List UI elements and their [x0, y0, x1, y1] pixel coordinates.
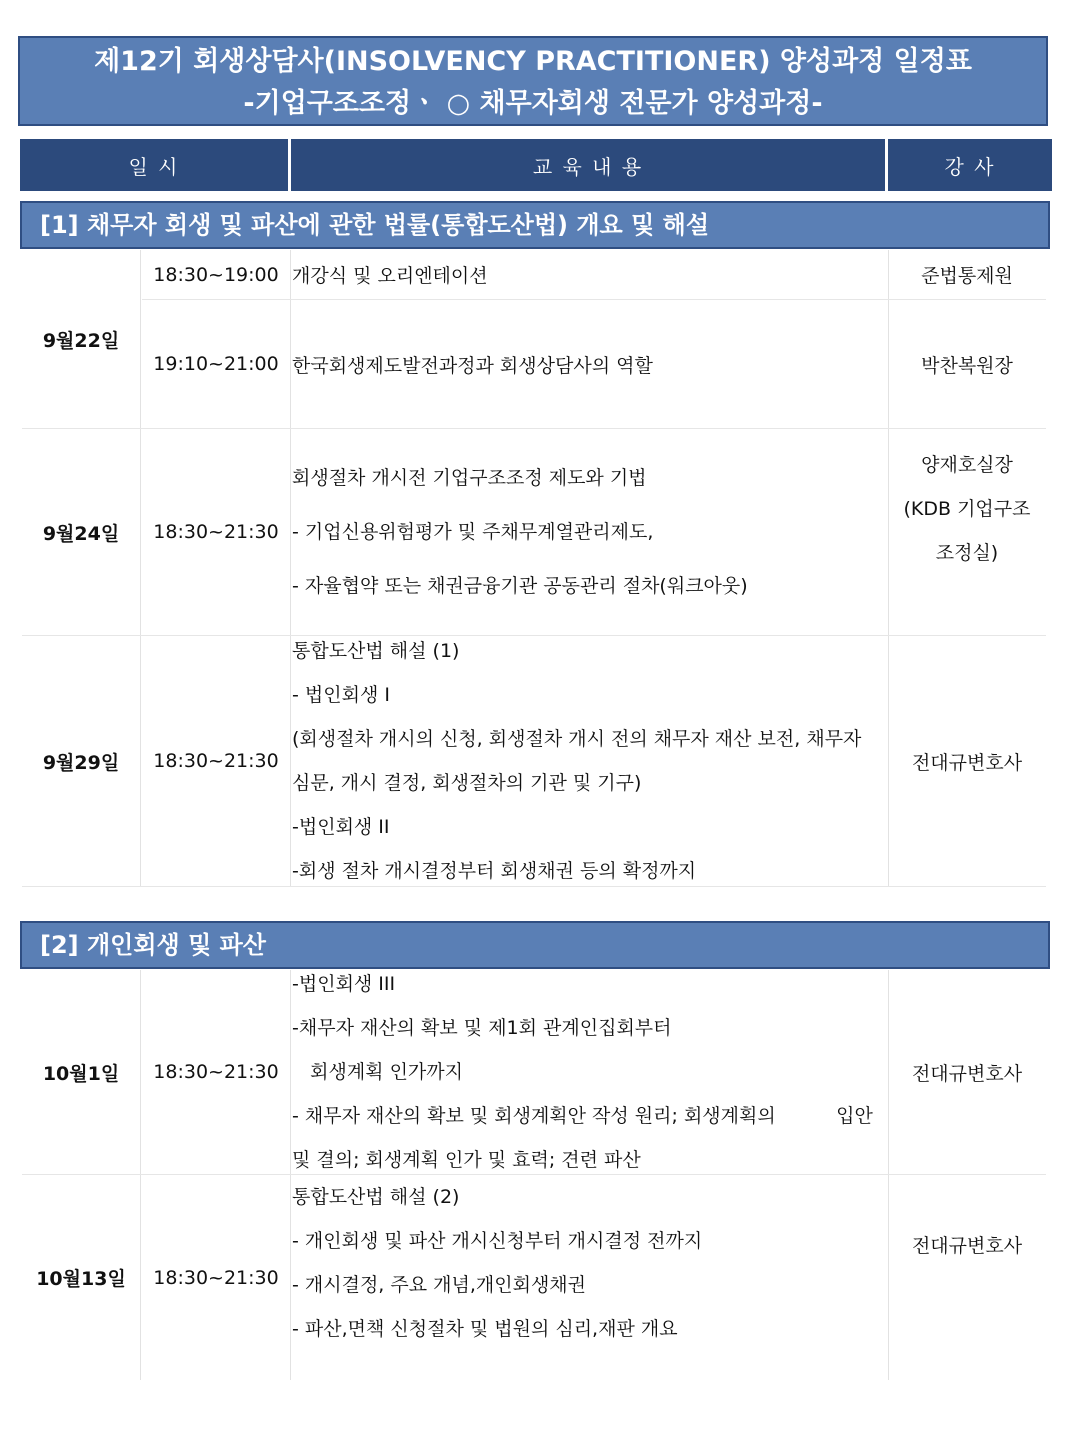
- row-instructor: [888, 429, 1046, 635]
- row-time: 18:30~21:30: [142, 429, 291, 635]
- row-instructor: 박찬복원장: [921, 354, 1013, 377]
- row-time: 18:30~21:30: [142, 970, 291, 1174]
- row-time: 19:10~21:00: [142, 300, 291, 428]
- schedule-row: [22, 250, 1046, 429]
- header-instructor: 강 사: [888, 139, 1052, 191]
- row-instructor: 전대규변호사: [911, 751, 1023, 774]
- content-line: 및 결의; 회생계획 인가 및 효력; 견련 파산: [292, 1149, 641, 1171]
- section-2-heading: [2] 개인회생 및 파산: [20, 921, 1050, 969]
- content-line: - 기업신용위험평가 및 주채무계열관리제도,: [292, 521, 654, 543]
- row-content: 한국회생제도발전과정과 회생상담사의 역할: [290, 300, 889, 428]
- row-date: 9월22일: [22, 250, 141, 428]
- content-line: - 파산,면책 신청절차 및 법원의 심리,재판 개요: [292, 1318, 678, 1340]
- content-line: - 채무자 재산의 확보 및 회생계획안 작성 원리; 회생계획의 입안: [292, 1105, 873, 1127]
- content-line: 심문, 개시 결정, 회생절차의 기관 및 기구): [292, 772, 642, 794]
- row-date: 10월1일: [22, 970, 141, 1174]
- row-instructor: 전대규변호사: [911, 1062, 1023, 1085]
- row-content: [290, 1175, 889, 1380]
- header-date: 일 시: [20, 139, 288, 191]
- instructor-line: (KDB 기업구조: [903, 498, 1031, 520]
- instructor-line: 조정실): [935, 542, 999, 564]
- content-line: -법인회생 III: [292, 973, 396, 995]
- row-content: [290, 429, 889, 635]
- row-instructor: 전대규변호사: [911, 1235, 1023, 1257]
- content-line: (회생절차 개시의 신청, 회생절차 개시 전의 채무자 재산 보전, 채무자: [292, 728, 862, 750]
- page-title: [18, 36, 1048, 126]
- schedule-row: [22, 636, 1046, 887]
- row-content: [290, 970, 889, 1174]
- row-instructor: 준법통제원: [921, 265, 1013, 287]
- content-line: -채무자 재산의 확보 및 제1회 관계인집회부터: [292, 1017, 672, 1039]
- schedule-row: [22, 1175, 1046, 1380]
- content-line: 회생절차 개시전 기업구조조정 제도와 기법: [292, 467, 647, 489]
- title-line-1: 제12기 회생상담사(INSOLVENCY PRACTITIONER) 양성과정 일정표: [94, 46, 972, 77]
- schedule-row: [22, 429, 1046, 636]
- row-date: 9월24일: [22, 429, 141, 635]
- content-line: - 자율협약 또는 채권금융기관 공동관리 절차(워크아웃): [292, 575, 748, 597]
- title-line-2: -기업구조조정ㆍ ○ 채무자회생 전문가 양성과정-: [243, 88, 823, 119]
- schedule-row: [22, 970, 1046, 1175]
- row-time: 18:30~19:00: [142, 250, 291, 299]
- content-line: - 개인회생 및 파산 개시신청부터 개시결정 전까지: [292, 1230, 703, 1252]
- content-line: - 개시결정, 주요 개념,개인회생채권: [292, 1274, 587, 1296]
- content-line: -회생 절차 개시결정부터 회생채권 등의 확정까지: [292, 860, 697, 882]
- instructor-line: 양재호실장: [921, 454, 1013, 476]
- content-line: 통합도산법 해설 (2): [292, 1186, 460, 1208]
- section-1-heading: [1] 채무자 회생 및 파산에 관한 법률(통합도산법) 개요 및 해설: [20, 201, 1050, 249]
- content-line: -법인회생 II: [292, 816, 390, 838]
- content-line: 통합도산법 해설 (1): [292, 640, 460, 662]
- row-time: 18:30~21:30: [142, 1175, 291, 1380]
- content-line: - 법인회생 I: [292, 684, 390, 706]
- row-content: 개강식 및 오리엔테이션: [290, 250, 889, 299]
- content-line: 회생계획 인가까지: [292, 1061, 463, 1083]
- row-date: 10월13일: [22, 1175, 141, 1380]
- header-content: 교 육 내 용: [291, 139, 885, 191]
- row-time: 18:30~21:30: [142, 636, 291, 886]
- row-content: [290, 636, 889, 886]
- row-date: 9월29일: [22, 636, 141, 886]
